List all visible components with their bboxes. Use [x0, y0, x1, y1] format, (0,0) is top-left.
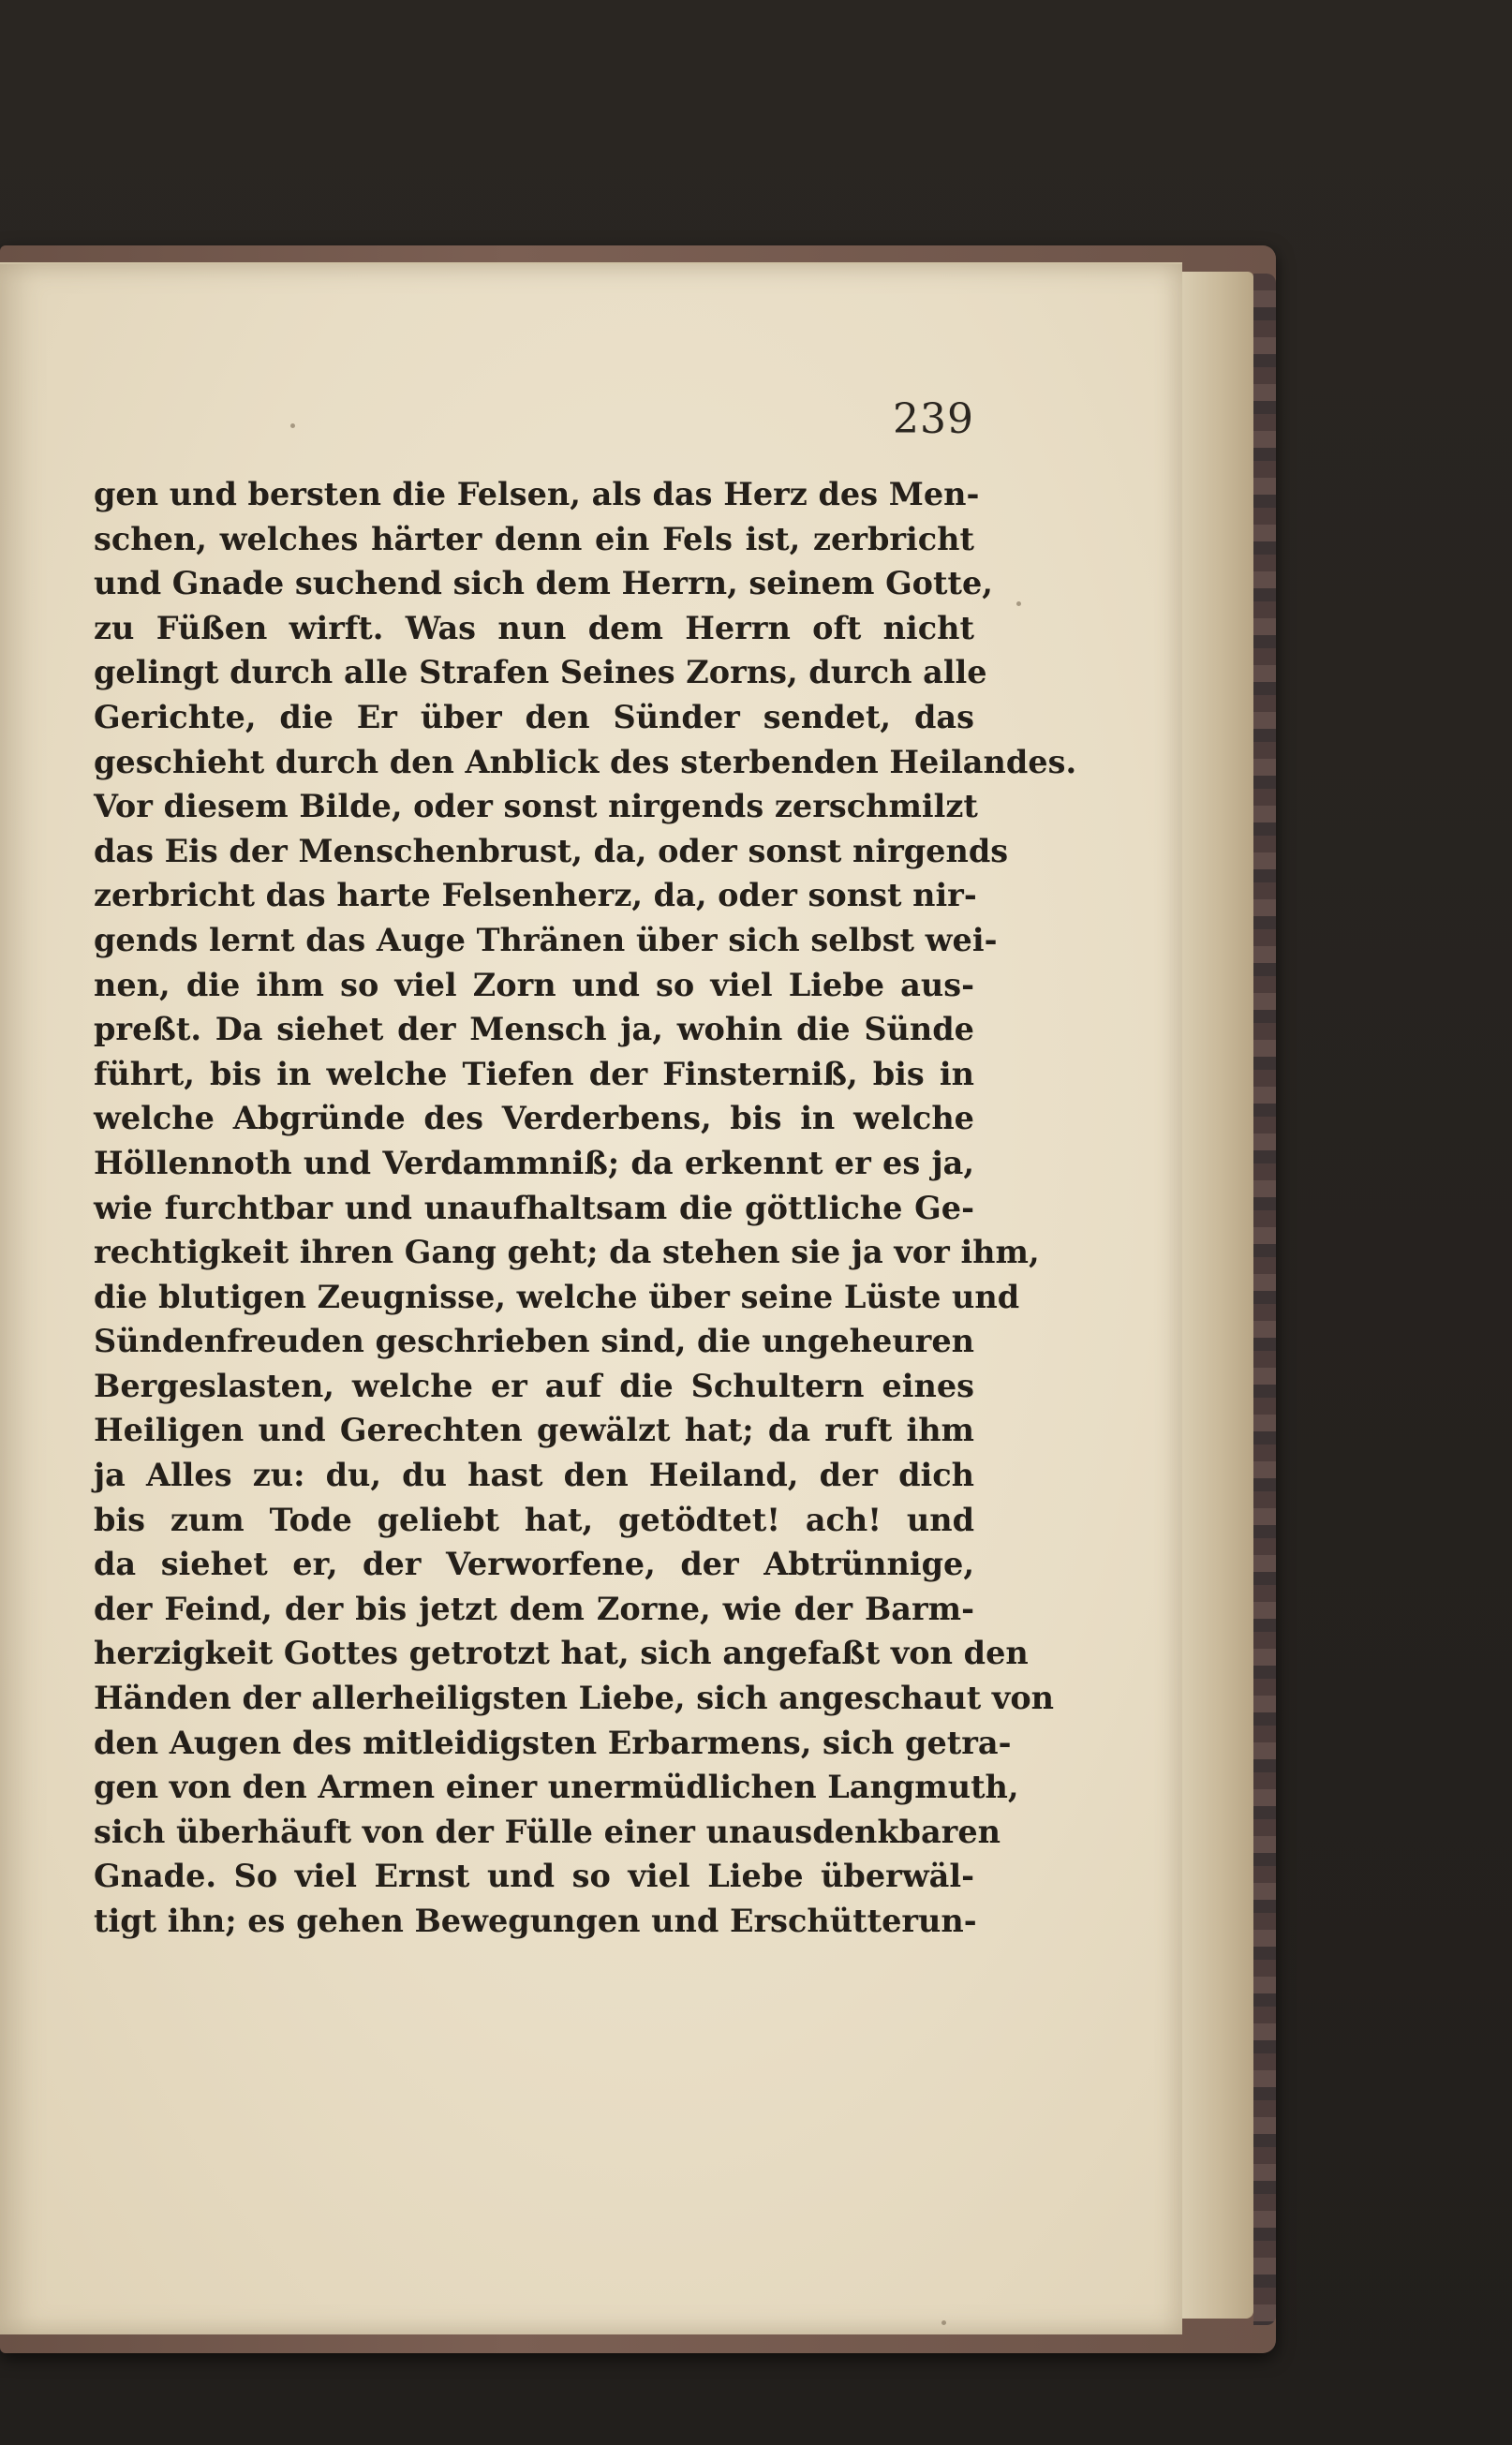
- text-line: Höllennoth und Verdammniß; da erkennt er es ja,: [94, 1144, 974, 1181]
- text-line: preßt. Da siehet der Mensch ja, wohin die Sünde: [94, 1011, 974, 1048]
- text-line: Gnade. So viel Ernst und so viel Liebe überwäl-: [94, 1858, 974, 1895]
- text-line: den Augen des mitleidigsten Erbarmens, sich getra-: [94, 1724, 1012, 1761]
- text-line: Heiligen und Gerechten gewälzt hat; da ruft ihm: [94, 1412, 974, 1449]
- text-line: Sündenfreuden geschrieben sind, die ungeheuren: [94, 1323, 974, 1360]
- text-line: wie furchtbar und unaufhaltsam die göttliche Ge-: [94, 1189, 974, 1226]
- text-line: ja Alles zu: du, du hast den Heiland, der dich: [94, 1457, 974, 1494]
- text-line: tigt ihn; es gehen Bewegungen und Erschütterun-: [94, 1903, 977, 1939]
- text-line: geschieht durch den Anblick des sterbenden Heilandes.: [94, 743, 1077, 780]
- text-line: führt, bis in welche Tiefen der Finsterniß, bis in: [94, 1055, 974, 1092]
- text-line: Bergeslasten, welche er auf die Schultern eines: [94, 1367, 974, 1404]
- paper-speck: [1016, 601, 1021, 606]
- text-line: Gerichte, die Er über den Sünder sendet, das: [94, 698, 974, 735]
- paper-speck: [941, 2320, 946, 2325]
- page-number: 239: [893, 395, 974, 443]
- text-line: die blutigen Zeugnisse, welche über seine Lüste und: [94, 1278, 1020, 1315]
- text-line: herzigkeit Gottes getrotzt hat, sich angefaßt von den: [94, 1635, 1029, 1672]
- text-line: sich überhäuft von der Fülle einer unausdenkbaren: [94, 1813, 1001, 1850]
- text-line: schen, welches härter denn ein Fels ist, zerbricht: [94, 520, 974, 557]
- text-line: nen, die ihm so viel Zorn und so viel Liebe aus-: [94, 966, 974, 1003]
- body-text: [94, 472, 1077, 1944]
- cover-marbled-edge: [1253, 274, 1276, 2325]
- text-line: zerbricht das harte Felsenherz, da, oder sonst nir-: [94, 877, 977, 914]
- paper-speck: [290, 423, 295, 428]
- book-page: [0, 262, 1182, 2334]
- text-line: Vor diesem Bilde, oder sonst nirgends zerschmilzt: [94, 788, 978, 825]
- text-line: bis zum Tode geliebt hat, getödtet! ach! und: [94, 1501, 974, 1538]
- text-line: welche Abgründe des Verderbens, bis in welche: [94, 1100, 974, 1137]
- text-line: zu Füßen wirft. Was nun dem Herrn oft nicht: [94, 609, 974, 646]
- text-line: Händen der allerheiligsten Liebe, sich angeschaut von: [94, 1680, 1055, 1717]
- text-line: gends lernt das Auge Thränen über sich selbst wei-: [94, 921, 998, 958]
- text-line: und Gnade suchend sich dem Herrn, seinem Gotte,: [94, 565, 993, 602]
- text-line: das Eis der Menschenbrust, da, oder sonst nirgends: [94, 832, 1009, 869]
- text-line: der Feind, der bis jetzt dem Zorne, wie der Barm-: [94, 1590, 974, 1627]
- text-line: da siehet er, der Verworfene, der Abtrünnige,: [94, 1546, 974, 1583]
- text-line: gen und bersten die Felsen, als das Herz des Men-: [94, 476, 980, 512]
- text-line: gelingt durch alle Strafen Seines Zorns, durch alle: [94, 654, 987, 691]
- text-line: rechtigkeit ihren Gang geht; da stehen sie ja vor ihm,: [94, 1234, 1040, 1271]
- text-line: gen von den Armen einer unermüdlichen Langmuth,: [94, 1769, 1019, 1806]
